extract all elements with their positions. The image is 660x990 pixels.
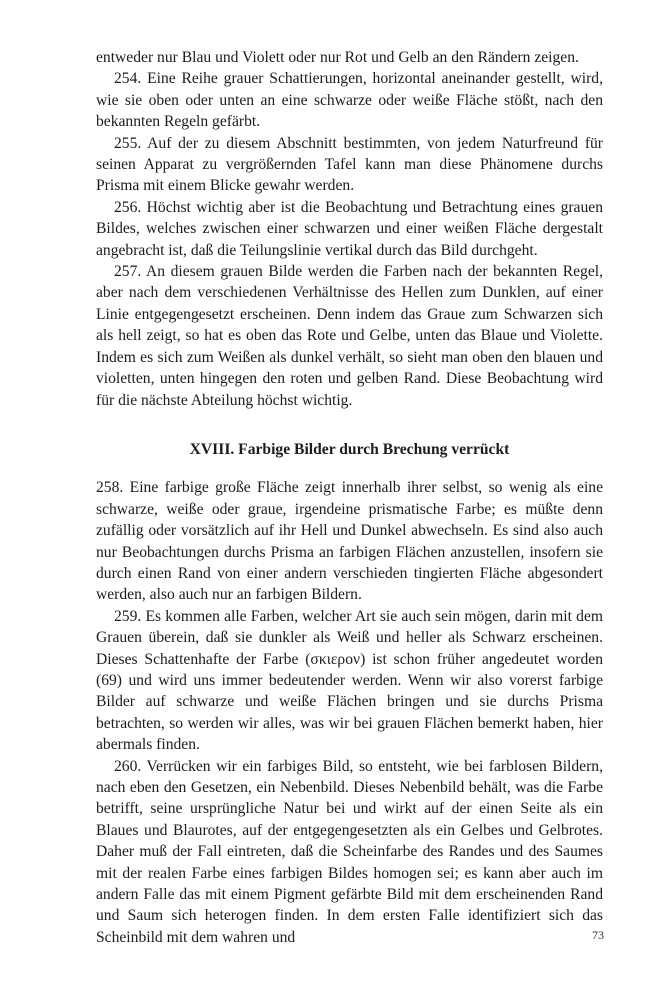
paragraph-258: 258. Eine farbige große Fläche zeigt innerhalb ihrer selbst, so wenig als eine schwarze, weiße oder graue, irgendeine prismatische Farbe; es müßte denn zufällig oder vorsätzlich auf ihr Hell und Dunkel abwechseln. Es sind also auch nur Beobachtungen durchs Prisma an farbigen Flächen anzustellen, insofern sie durch einen Rand von einer andern verschieden tingierten Fläche abgesondert werden, also auch nur an farbigen Bildern. bbox=[96, 479, 603, 604]
section-heading: XVIII. Farbige Bilder durch Brechung verrückt bbox=[189, 440, 510, 458]
paragraph-259: 259. Es kommen alle Farben, welcher Art sie auch sein mögen, darin mit dem Grauen überein, daß sie dunkler als Weiß und heller als Schwarz erscheinen. Dieses Schattenhafte der Farbe (σκιερον) ist schon früher angedeutet worden (69) und wird uns immer bedeutender werden. Wenn wir also vorerst farbige Bilder auf schwarze und weiße Flächen bringen und sie durchs Prisma betrachten, so werden wir alles, was wir bei grauen Flächen bemerkt haben, hier abermals finden. bbox=[96, 607, 603, 754]
paragraph-260: 260. Verrücken wir ein farbiges Bild, so entsteht, wie bei farblosen Bildern, nach eben den Gesetzen, ein Nebenbild. Dieses Nebenbild behält, was die Farbe betrifft, seine ursprüngliche Natur bei und wirkt auf der einen Seite als ein Blaues und Blaurotes, auf der entgegengesetzten als ein Gelbes und Gelbrotes. Daher muß der Fall eintreten, daß die Scheinfarbe des Randes und des Saumes mit der realen Farbe eines farbigen Bildes homogen sei; es kann aber auch im andern Falle das mit einem Pigment gefärbte Bild mit dem erscheinenden Rand und Saum sich heterogen finden. In dem ersten Falle identifiziert sich das Scheinbild mit dem wahren und bbox=[96, 757, 603, 946]
paragraph-256: 256. Höchst wichtig aber ist die Beobachtung und Betrachtung eines grauen Bildes, welches zwischen einer schwarzen und einer weißen Fläche dergestalt angebracht ist, daß die Teilungslinie vertikal durch das Bild durchgeht. bbox=[96, 198, 603, 259]
section-b bbox=[96, 477, 603, 948]
section-a bbox=[96, 47, 603, 411]
paragraph-254: 254. Eine Reihe grauer Schattierungen, horizontal aneinander gestellt, wird, wie sie oben oder unten an eine schwarze oder weiße Fläche stößt, nach den bekannten Regeln gefärbt. bbox=[96, 70, 603, 131]
paragraph-255: 255. Auf der zu diesem Abschnitt bestimmten, von jedem Naturfreund für seinen Apparat zu vergrößernden Tafel kann man diese Phänomene durchs Prisma mit einem Blicke gewahr werden. bbox=[96, 134, 603, 195]
paragraph-257: 257. An diesem grauen Bilde werden die Farben nach der bekannten Regel, aber nach dem verschiedenen Verhältnisse des Hellen zum Dunklen, auf einer Linie entgegengesetzt erscheinen. Denn indem das Graue zum Schwarzen sich als hell zeigt, so hat es oben das Rote und Gelbe, unten das Blaue und Violette. Indem es sich zum Weißen als dunkel verhält, so sieht man oben den blauen und violetten, unten hingegen den roten und gelben Rand. Diese Beobachtung wird für die nächste Abteilung höchst wichtig. bbox=[96, 263, 603, 409]
paragraph-continuation: entweder nur Blau und Violett oder nur Rot und Gelb an den Rändern zeigen. bbox=[96, 49, 579, 66]
page-number: 73 bbox=[592, 928, 604, 942]
book-page bbox=[96, 47, 603, 948]
